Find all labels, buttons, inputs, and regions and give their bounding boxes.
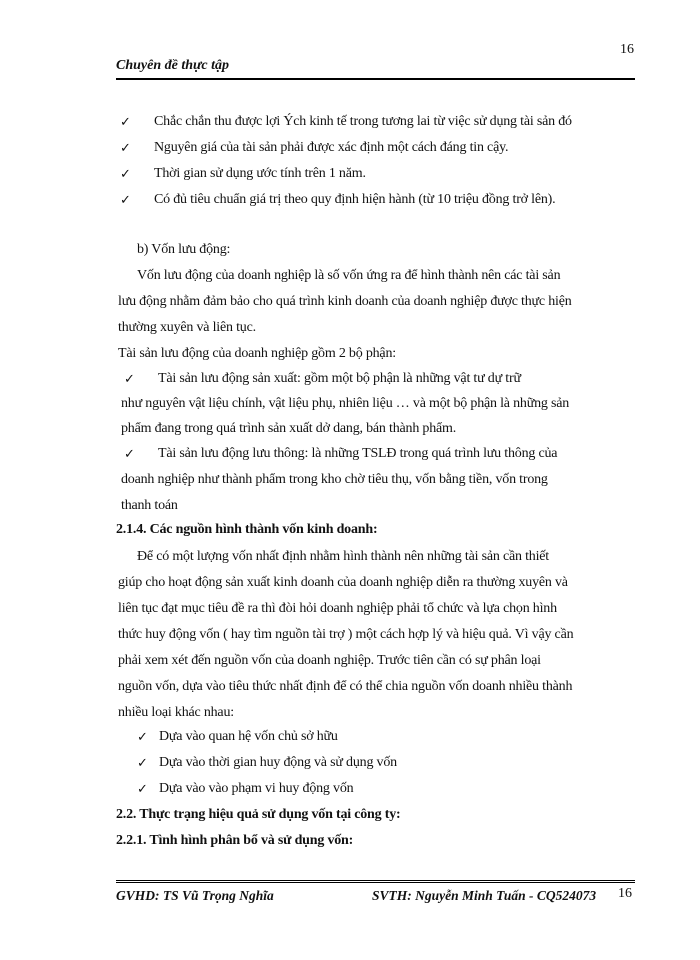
- list-item-line: thanh toán: [121, 498, 178, 513]
- footer-supervisor: GVHD: TS Vũ Trọng Nghĩa: [116, 888, 274, 903]
- footer-page-number: 16: [618, 886, 632, 901]
- check-icon: ✓: [137, 729, 148, 744]
- list-item-line: phẩm đang trong quá trình sản xuất dở dang, bán thành phẩm.: [121, 421, 457, 436]
- check-icon: ✓: [120, 192, 131, 207]
- check-icon: ✓: [124, 371, 135, 386]
- paragraph-line: liên tục đạt mục tiêu đề ra thì đòi hỏi doanh nghiệp phải tổ chức và lựa chọn hình: [118, 601, 557, 616]
- paragraph-line: nguồn vốn, dựa vào tiêu thức nhất định để có thể chia nguồn vốn doanh nhiều thành: [118, 679, 573, 694]
- header-rule: [116, 78, 635, 80]
- list-item: Dựa vào vào phạm vi huy động vốn: [159, 781, 354, 796]
- paragraph-line: lưu động nhằm đảm bảo cho quá trình kinh doanh của doanh nghiệp được thực hiện: [118, 294, 572, 309]
- paragraph-line: Để có một lượng vốn nhất định nhằm hình thành nên những tài sản cần thiết: [137, 549, 549, 564]
- page-number: 16: [620, 42, 634, 57]
- list-item: Dựa vào thời gian huy động và sử dụng vốn: [159, 755, 397, 770]
- paragraph-line: phải xem xét đến nguồn vốn của doanh nghiệp. Trước tiên cần có sự phân loại: [118, 653, 541, 668]
- paragraph-line: nhiều loại khác nhau:: [118, 705, 234, 720]
- list-item-line: Tài sản lưu động sản xuất: gồm một bộ phận là những vật tư dự trữ: [158, 371, 521, 386]
- check-icon: ✓: [124, 446, 135, 461]
- check-icon: ✓: [120, 166, 131, 181]
- check-icon: ✓: [120, 114, 131, 129]
- check-icon: ✓: [137, 755, 148, 770]
- section-b-heading: b) Vốn lưu động:: [137, 242, 231, 257]
- check-icon: ✓: [137, 781, 148, 796]
- paragraph-line: thường xuyên và liên tục.: [118, 320, 256, 335]
- criteria-item: Nguyên giá của tài sản phải được xác định một cách đáng tin cậy.: [154, 140, 509, 155]
- header-title: Chuyên đề thực tập: [116, 58, 230, 73]
- check-icon: ✓: [120, 140, 131, 155]
- list-item-line: doanh nghiệp như thành phẩm trong kho chờ tiêu thụ, vốn bằng tiền, vốn trong: [121, 472, 548, 487]
- list-item-line: Tài sản lưu động lưu thông: là những TSLĐ trong quá trình lưu thông của: [158, 446, 558, 461]
- list-item-line: như nguyên vật liệu chính, vật liệu phụ, nhiên liệu … và một bộ phận là những sản: [121, 396, 570, 411]
- footer-rule: [116, 880, 635, 883]
- footer-student: SVTH: Nguyễn Minh Tuấn - CQ524073: [372, 888, 597, 903]
- section-heading-2-2-1: 2.2.1. Tình hình phân bổ và sử dụng vốn:: [116, 833, 354, 848]
- criteria-item: Có đủ tiêu chuẩn giá trị theo quy định hiện hành (từ 10 triệu đồng trở lên).: [154, 192, 556, 207]
- criteria-item: Chắc chắn thu được lợi Ých kinh tế trong tương lai từ việc sử dụng tài sản đó: [154, 114, 572, 129]
- criteria-item: Thời gian sử dụng ước tính trên 1 năm.: [154, 166, 366, 181]
- list-item: Dựa vào quan hệ vốn chủ sở hữu: [159, 729, 338, 744]
- paragraph-line: Tài sản lưu động của doanh nghiệp gồm 2 bộ phận:: [118, 346, 396, 361]
- section-heading-2-1-4: 2.1.4. Các nguồn hình thành vốn kinh doanh:: [116, 522, 378, 537]
- paragraph-line: giúp cho hoạt động sản xuất kinh doanh của doanh nghiệp diễn ra thường xuyên và: [118, 575, 568, 590]
- paragraph-line: Vốn lưu động của doanh nghiệp là số vốn ứng ra để hình thành nên các tài sản: [137, 268, 561, 283]
- section-heading-2-2: 2.2. Thực trạng hiệu quả sử dụng vốn tại công ty:: [116, 807, 401, 822]
- paragraph-line: thức huy động vốn ( hay tìm nguồn tài trợ ) một cách hợp lý và hiệu quả. Vì vậy cần: [118, 627, 574, 642]
